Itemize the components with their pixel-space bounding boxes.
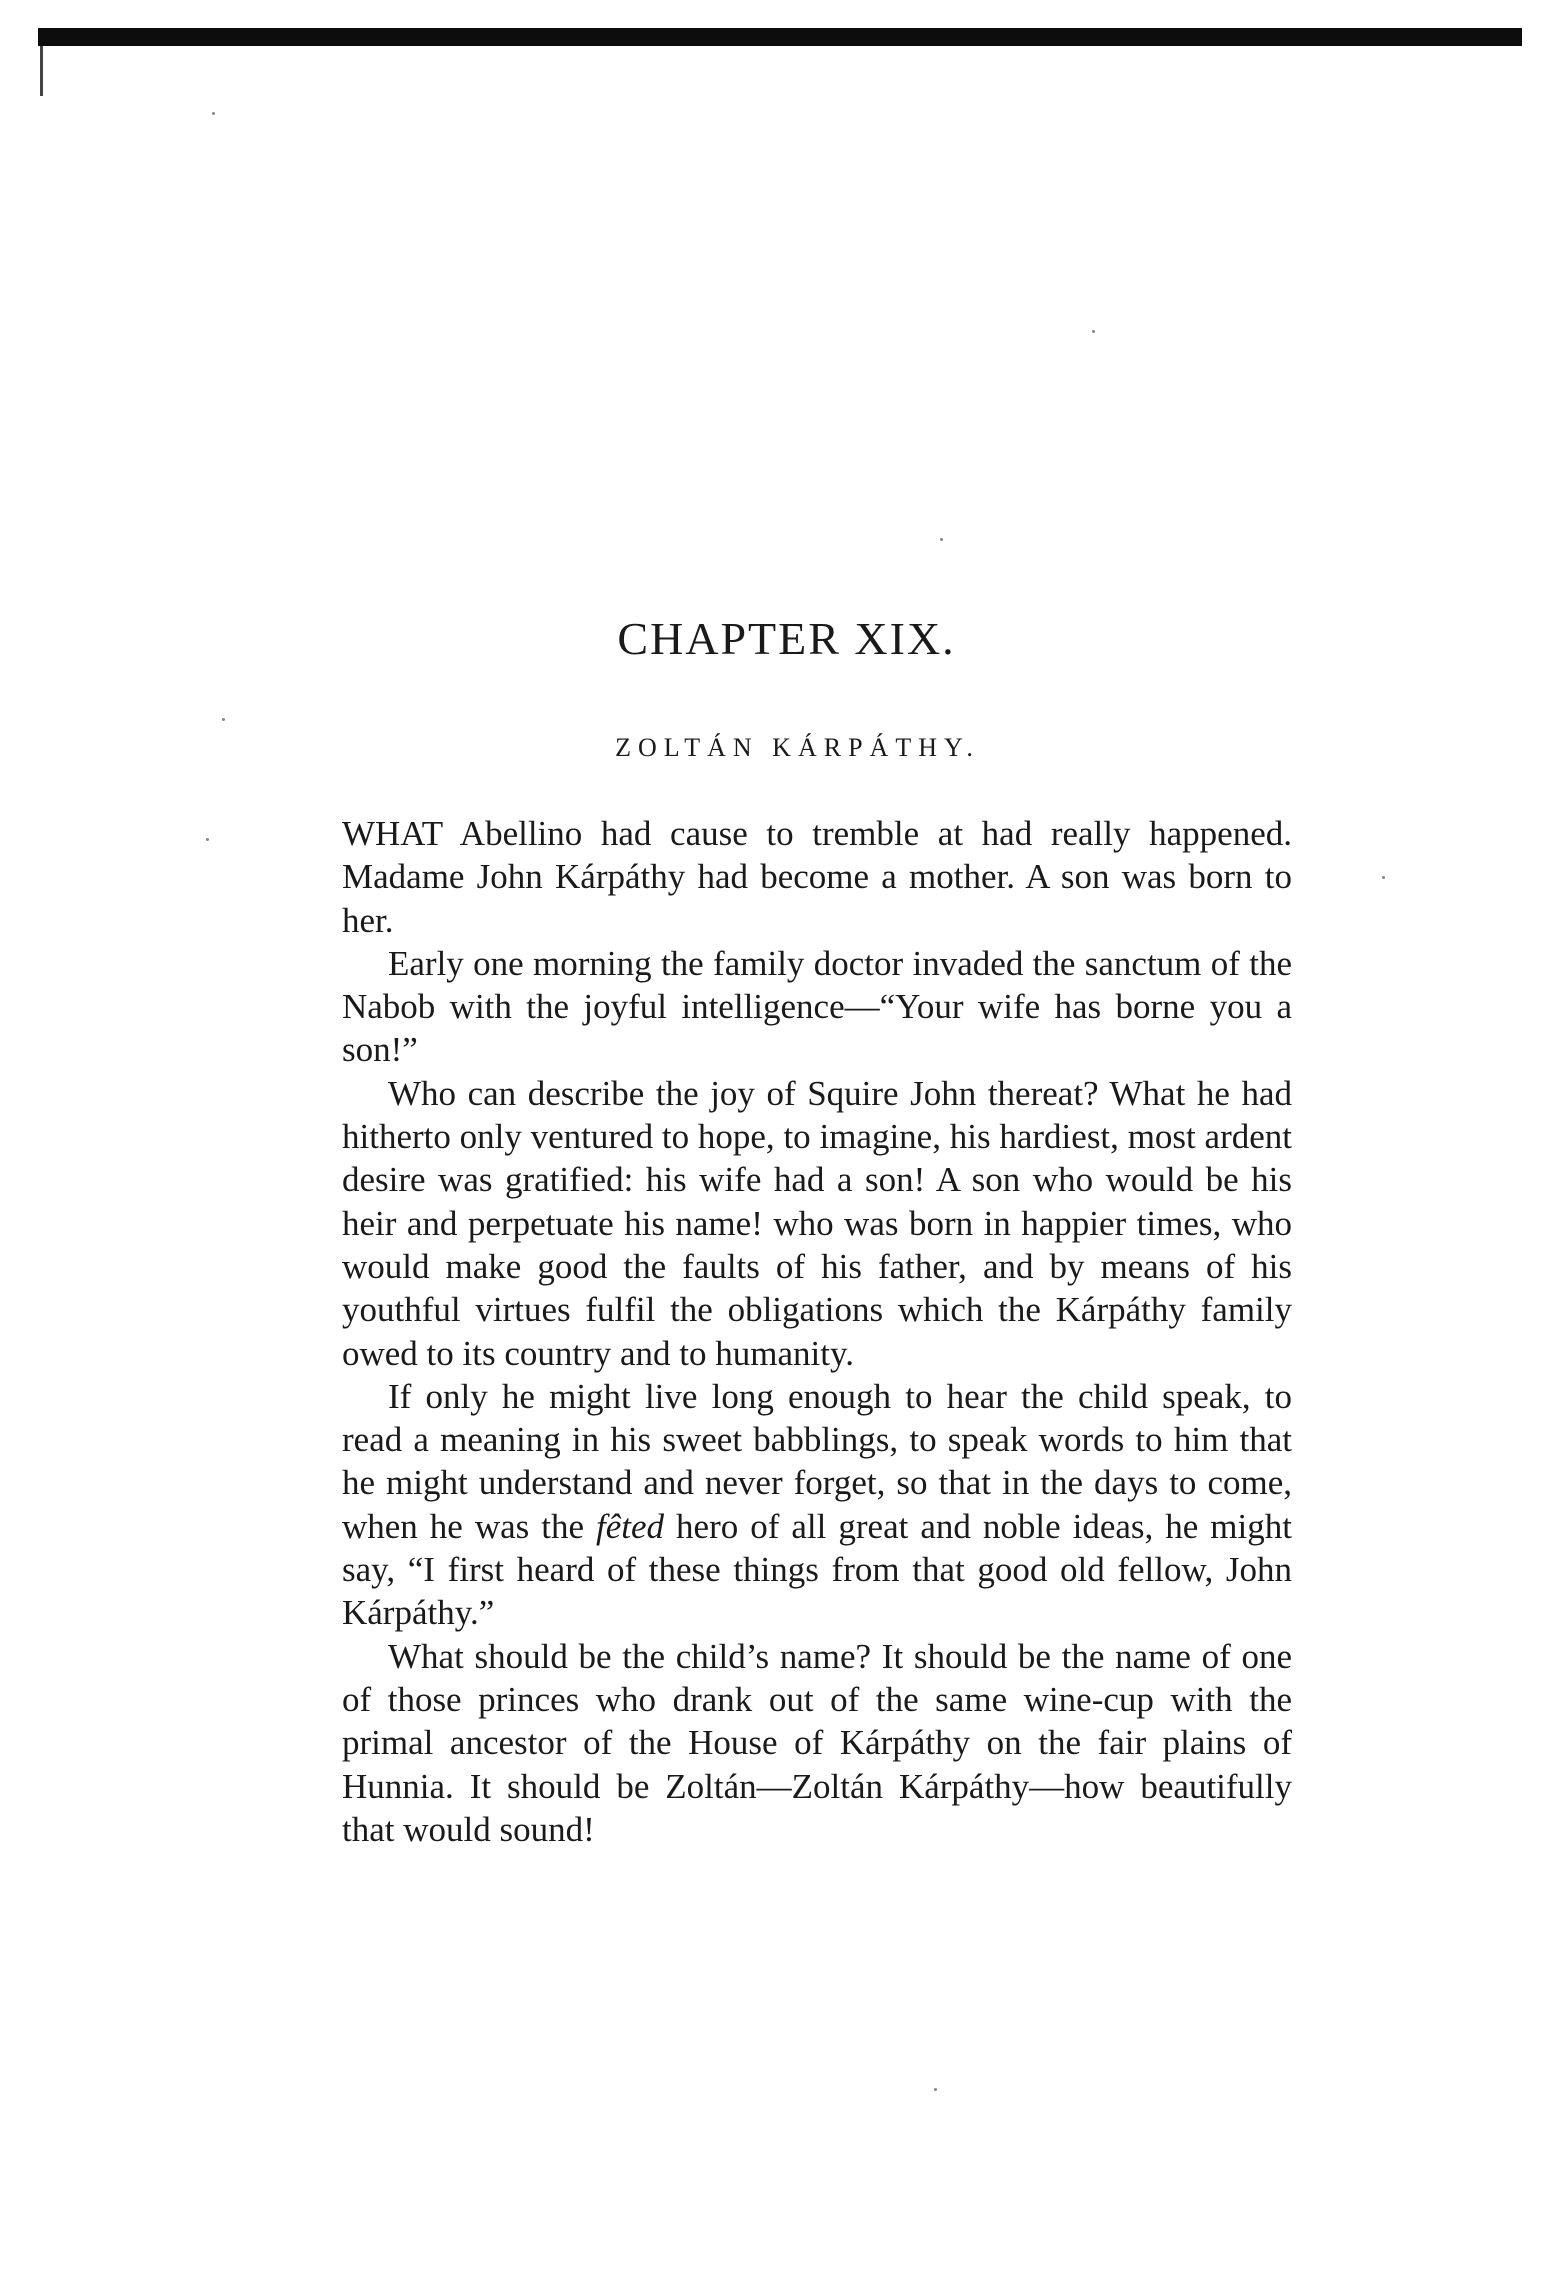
paragraph: What should be the child’s name? It should be the name of one of those princes who drank out of the same wine-cup with the primal ancestor of the House of Kárpáthy on the fair plains of Hunnia. It should be Zoltán—Zoltán Kárpáthy—how beautifully that would sound! — [342, 1636, 1292, 1849]
paper-speck — [1382, 876, 1385, 879]
border-rule-edge — [40, 46, 43, 96]
chapter-body — [342, 812, 1292, 1851]
italic-word: fêted — [596, 1506, 665, 1546]
paragraph-text: If only he might live long enough to hear the child speak, to read a meaning in his sweet babblings, to speak words to him that he might understand and never forget, so that in the days to come, when he was the — [342, 1376, 1292, 1546]
top-border-rule — [38, 28, 1522, 46]
paragraph — [342, 1375, 1292, 1635]
opening-word: WHAT — [342, 814, 444, 853]
paper-speck — [212, 112, 215, 115]
paragraph: Early one morning the family doctor invaded the sanctum of the Nabob with the joyful intelligence—“Your wife has borne you a son!” — [342, 943, 1292, 1070]
paper-speck — [206, 838, 209, 841]
paragraph: Who can describe the joy of Squire John thereat? What he had hitherto only ventured to hope, to imagine, his hardiest, most ardent desire was gratified: his wife had a son! A son who would be his heir and perpetuate his name! who was born in happier times, who would make good the faults of his father, and by means of his youthful virtues fulfil the obligations which the Kárpáthy family owed to its country and to humanity. — [342, 1073, 1292, 1373]
paper-speck — [1092, 330, 1095, 333]
chapter-subtitle: ZOLTÁN KÁRPÁTHY. — [615, 733, 980, 762]
paragraph-text: hero of all great and noble ideas, he might say, “I first heard of these things from that good old fellow, John Kárpáthy.” — [342, 1506, 1292, 1633]
paper-speck — [934, 2088, 937, 2091]
chapter-title: CHAPTER XIX. — [617, 613, 956, 664]
paper-speck — [940, 538, 943, 541]
paper-speck — [222, 718, 225, 721]
paragraph-text: Abellino had cause to tremble at had really happened. Madame John Kárpáthy had become a mother. A son was born to her. — [342, 814, 1292, 940]
paragraph — [342, 812, 1292, 942]
